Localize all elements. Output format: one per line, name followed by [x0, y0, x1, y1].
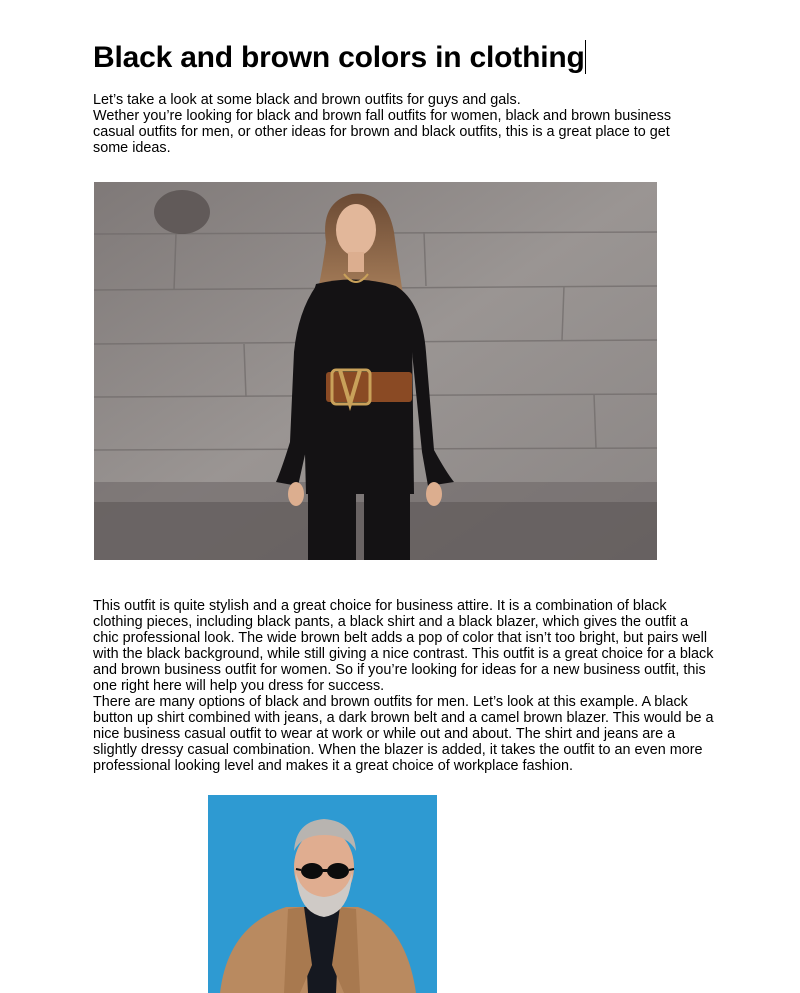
intro-line: Wether you’re looking for black and brown fall outfits for women, black and brown business casual outfits for men, or other ideas for brown and black outfits, this is a great place to get some ideas.	[93, 108, 672, 156]
body-paragraph[interactable]	[93, 598, 715, 774]
intro-line: Let’s take a look at some black and brown outfits for guys and gals.	[93, 92, 521, 108]
page-title[interactable]: Black and brown colors in clothing	[93, 41, 585, 74]
man-camel-blazer-photo[interactable]	[208, 795, 437, 993]
intro-paragraph[interactable]	[93, 92, 693, 156]
woman-black-outfit-illustration	[94, 182, 657, 560]
body-text-men-outfit: There are many options of black and brown outfits for men. Let’s look at this example. A black button up shirt combined with jeans, a dark brown belt and a camel brown blazer. This would be a nice business casual outfit to wear at work or while out and about. The shirt and jeans are a slightly dressy casual combination. When the blazer is added, it takes the outfit to an even more professional looking level and makes it a great choice of workplace fashion.	[93, 694, 714, 774]
man-camel-blazer-illustration	[208, 795, 437, 993]
woman-black-outfit-photo[interactable]	[94, 182, 657, 560]
text-cursor	[585, 40, 586, 74]
title-row[interactable]	[93, 38, 586, 78]
body-text-women-outfit: This outfit is quite stylish and a great choice for business attire. It is a combination of black clothing pieces, including black pants, a black shirt and a black blazer, which gives the outfit a chic professional look. The wide brown belt adds a pop of color that isn’t too bright, but pairs well with the black background, while still giving a nice contrast. This outfit is a great choice for a black and brown business outfit for women. So if you’re looking for ideas for a new business outfit, this one right here will help you dress for success.	[93, 598, 714, 694]
